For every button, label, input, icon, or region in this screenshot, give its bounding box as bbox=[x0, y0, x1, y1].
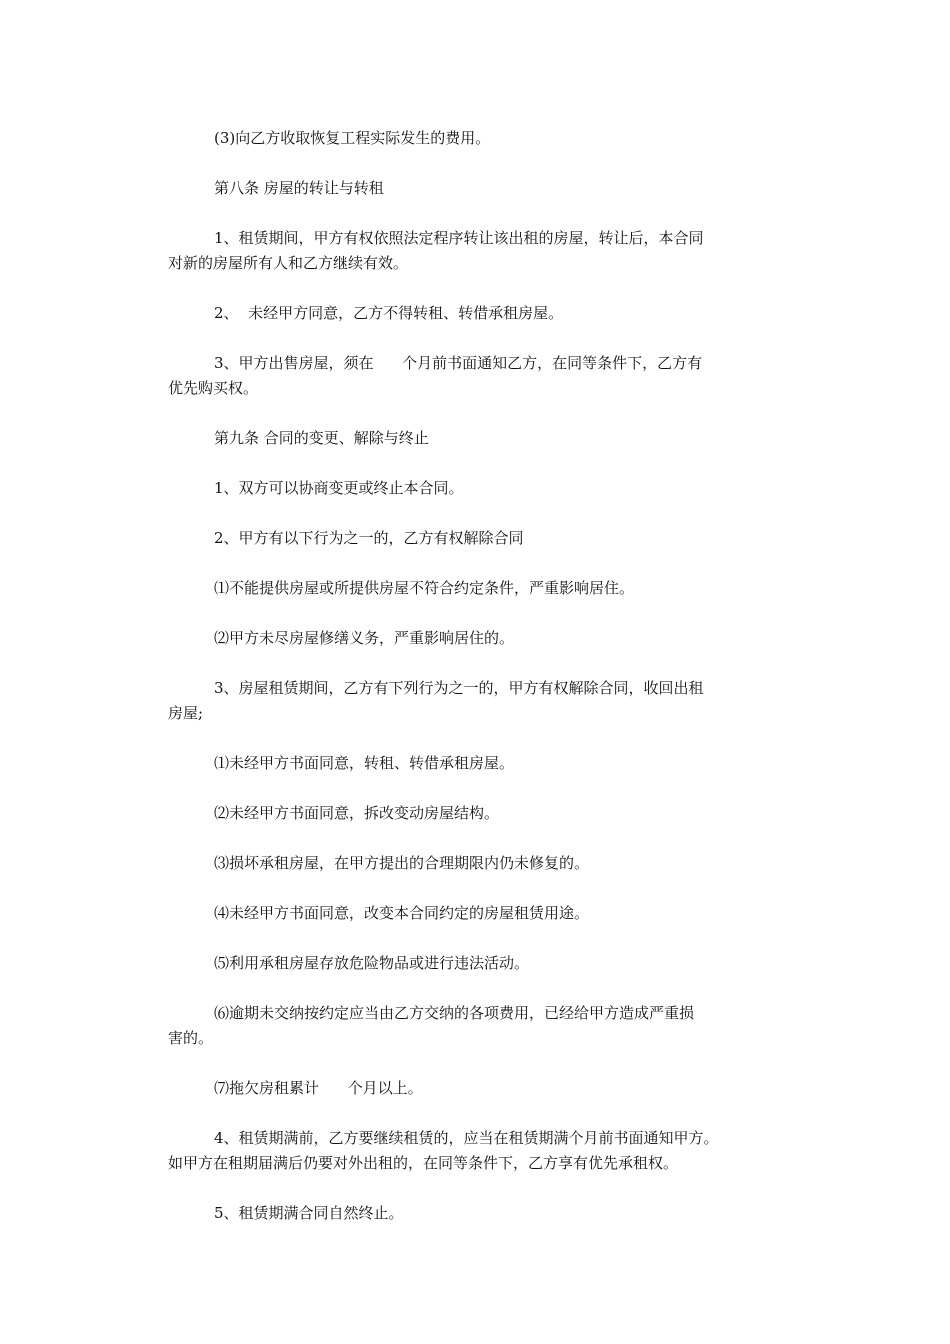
text-line bbox=[168, 251, 788, 276]
paragraph bbox=[168, 1126, 788, 1176]
text-line-content: 第八条 房屋的转让与转租 bbox=[214, 179, 384, 197]
text-line-content: 1、租赁期间，甲方有权依照法定程序转让该出租的房屋，转让后，本合同 bbox=[214, 229, 704, 247]
text-line-content: 3、房屋租赁期间，乙方有下列行为之一的，甲方有权解除合同，收回出租 bbox=[214, 679, 704, 697]
text-line bbox=[168, 851, 788, 876]
paragraph bbox=[168, 351, 788, 401]
paragraph bbox=[168, 801, 788, 826]
text-line-content: (3)向乙方收取恢复工程实际发生的费用。 bbox=[214, 129, 491, 147]
paragraph bbox=[168, 476, 788, 501]
text-line bbox=[168, 1076, 788, 1101]
paragraph bbox=[168, 676, 788, 726]
paragraph bbox=[168, 576, 788, 601]
text-line-content: 2、 未经甲方同意，乙方不得转租、转借承租房屋。 bbox=[214, 304, 564, 322]
text-line-content: 第九条 合同的变更、解除与终止 bbox=[214, 429, 429, 447]
text-line bbox=[168, 126, 788, 151]
text-line bbox=[168, 376, 788, 401]
text-line bbox=[168, 301, 788, 326]
paragraph bbox=[168, 851, 788, 876]
text-line bbox=[168, 1126, 788, 1151]
text-line bbox=[168, 426, 788, 451]
text-line-content: ⑶损坏承租房屋，在甲方提出的合理期限内仍未修复的。 bbox=[214, 854, 590, 872]
paragraph bbox=[168, 126, 788, 151]
text-line-content: 优先购买权。 bbox=[168, 379, 259, 397]
text-line-content: ⑹逾期未交纳按约定应当由乙方交纳的各项费用，已经给甲方造成严重损 bbox=[214, 1004, 695, 1022]
text-line bbox=[168, 526, 788, 551]
paragraph bbox=[168, 951, 788, 976]
text-line-content: ⑺拖欠房租累计 个月以上。 bbox=[214, 1079, 423, 1097]
paragraph bbox=[168, 1201, 788, 1226]
text-line bbox=[168, 176, 788, 201]
text-line bbox=[168, 476, 788, 501]
paragraph bbox=[168, 176, 788, 201]
text-line bbox=[168, 951, 788, 976]
paragraph bbox=[168, 901, 788, 926]
text-line-content: ⑸利用承租房屋存放危险物品或进行违法活动。 bbox=[214, 954, 530, 972]
paragraph bbox=[168, 526, 788, 551]
text-line bbox=[168, 701, 788, 726]
paragraph bbox=[168, 751, 788, 776]
text-line bbox=[168, 626, 788, 651]
text-line-content: 2、甲方有以下行为之一的，乙方有权解除合同 bbox=[214, 529, 524, 547]
paragraph bbox=[168, 426, 788, 451]
text-line-content: 如甲方在租期届满后仍要对外出租的，在同等条件下，乙方享有优先承租权。 bbox=[168, 1154, 679, 1172]
text-line bbox=[168, 676, 788, 701]
text-line-content: 3、甲方出售房屋，须在 个月前书面通知乙方，在同等条件下，乙方有 bbox=[214, 354, 703, 372]
paragraph bbox=[168, 626, 788, 651]
text-line-content: ⑴不能提供房屋或所提供房屋不符合约定条件，严重影响居住。 bbox=[214, 579, 635, 597]
text-line-content: 害的。 bbox=[168, 1029, 214, 1047]
text-line bbox=[168, 901, 788, 926]
paragraph bbox=[168, 301, 788, 326]
text-line bbox=[168, 751, 788, 776]
text-line bbox=[168, 1026, 788, 1051]
text-line-content: 4、租赁期满前，乙方要继续租赁的，应当在租赁期满个月前书面通知甲方。 bbox=[214, 1129, 719, 1147]
text-line-content: 房屋; bbox=[168, 704, 204, 722]
text-line bbox=[168, 226, 788, 251]
text-line-content: 对新的房屋所有人和乙方继续有效。 bbox=[168, 254, 409, 272]
text-line-content: 5、租赁期满合同自然终止。 bbox=[214, 1204, 404, 1222]
text-line-content: ⑵未经甲方书面同意，拆改变动房屋结构。 bbox=[214, 804, 500, 822]
text-line bbox=[168, 1001, 788, 1026]
text-line-content: ⑴未经甲方书面同意，转租、转借承租房屋。 bbox=[214, 754, 515, 772]
paragraph bbox=[168, 1076, 788, 1101]
text-line bbox=[168, 576, 788, 601]
text-line bbox=[168, 1201, 788, 1226]
paragraph bbox=[168, 1001, 788, 1051]
text-line bbox=[168, 801, 788, 826]
text-line-content: ⑷未经甲方书面同意，改变本合同约定的房屋租赁用途。 bbox=[214, 904, 590, 922]
text-line-content: 1、双方可以协商变更或终止本合同。 bbox=[214, 479, 464, 497]
paragraph bbox=[168, 226, 788, 276]
text-line bbox=[168, 1151, 788, 1176]
text-line bbox=[168, 351, 788, 376]
text-line-content: ⑵甲方未尽房屋修缮义务，严重影响居住的。 bbox=[214, 629, 515, 647]
